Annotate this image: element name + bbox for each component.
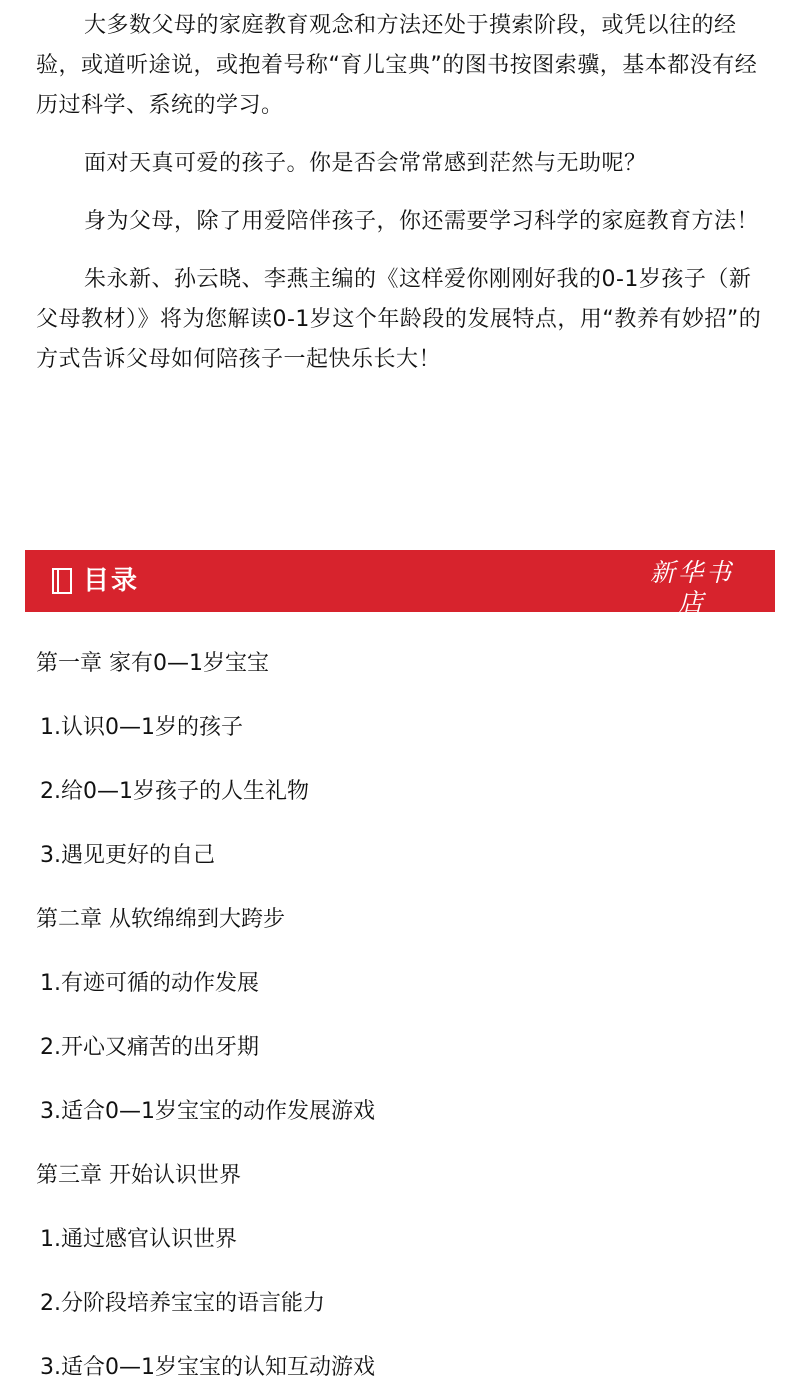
toc-chapter: 第二章 从软绵绵到大跨步 [36,907,285,932]
toc-section: 2.给0—1岁孩子的人生礼物 [40,779,309,804]
toc-section: 3.遇见更好的自己 [40,843,215,868]
toc-section: 1.有迹可循的动作发展 [40,971,259,996]
table-of-contents [36,632,776,1400]
toc-title: 目录 [83,566,140,596]
toc-section: 1.通过感官认识世界 [40,1227,237,1252]
book-icon [51,567,73,595]
toc-chapter: 第一章 家有0—1岁宝宝 [36,651,269,676]
logo-text-cn: 新华书店 [649,558,734,617]
toc-chapter: 第三章 开始认识世界 [36,1163,241,1188]
intro-paragraph: 朱永新、孙云晓、李燕主编的《这样爱你刚刚好我的0-1岁孩子（新父母教材）》将为您解读0-1岁这个年龄段的发展特点，用“教养有妙招”的方式告诉父母如何陪孩子一起快乐长大！ [36,267,762,372]
toc-section: 2.分阶段培养宝宝的语言能力 [40,1291,325,1316]
toc-section: 3.适合0—1岁宝宝的认知互动游戏 [40,1355,375,1380]
toc-section: 3.适合0—1岁宝宝的动作发展游戏 [40,1099,375,1124]
intro-paragraph: 大多数父母的家庭教育观念和方法还处于摸索阶段，或凭以往的经验，或道听途说，或抱着号称“育儿宝典”的图书按图索骥，基本都没有经历过科学、系统的学习。 [36,13,758,118]
logo-text-en: XINHUA BOOKSTORE [649,619,735,627]
intro-paragraph: 身为父母，除了用爱陪伴孩子，你还需要学习科学的家庭教育方法！ [84,209,760,234]
xinhua-bookstore-logo [637,558,747,627]
intro-text [36,6,764,398]
toc-section: 2.开心又痛苦的出牙期 [40,1035,259,1060]
toc-banner [25,550,775,627]
intro-paragraph: 面对天真可爱的孩子。你是否会常常感到茫然与无助呢？ [84,151,647,176]
toc-section: 1.认识0—1岁的孩子 [40,715,243,740]
